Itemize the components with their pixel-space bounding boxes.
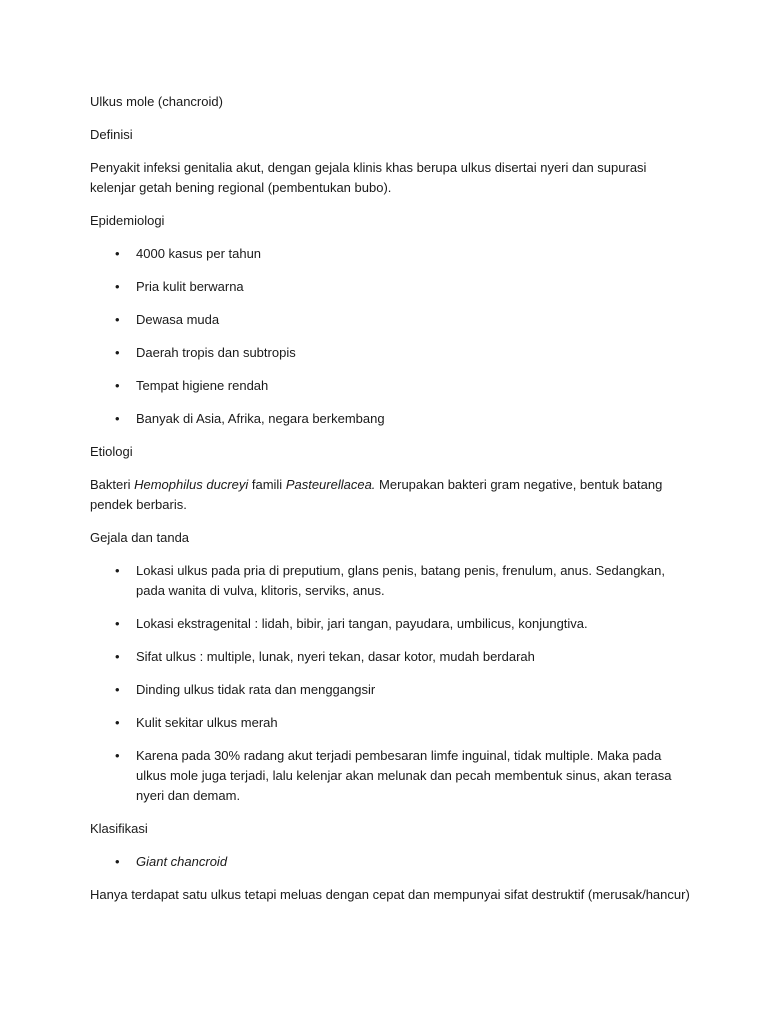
heading-gejala: Gejala dan tanda [90,530,190,545]
list-item: • Daerah tropis dan subtropis [90,343,690,363]
list-item: • Dinding ulkus tidak rata dan menggangsir [90,680,690,700]
document-title: Ulkus mole (chancroid) [90,94,223,109]
bullet-icon: • [115,279,120,294]
paragraph-etiologi: Bakteri Hemophilus ducreyi famili Pasteurellacea. Merupakan bakteri gram negative, bentuk batang pendek berbaris. [90,477,663,512]
bullet-icon: • [115,345,120,360]
list-item: • Tempat higiene rendah [90,376,690,396]
family-name: Pasteurellacea. [285,477,376,492]
list-gejala [90,561,690,806]
bullet-icon: • [115,748,120,763]
bullet-icon: • [115,715,120,730]
paragraph-klasifikasi: Hanya terdapat satu ulkus tetapi meluas dengan cepat dan mempunyai sifat destruktif (merusak/hancur) [90,887,690,902]
list-item: • Giant chancroid [90,852,690,872]
bullet-icon: • [115,854,120,869]
list-item: • Kulit sekitar ulkus merah [90,713,690,733]
bullet-icon: • [115,649,120,664]
heading-etiologi: Etiologi [90,444,133,459]
organism-name: Hemophilus ducreyi [134,477,249,492]
bullet-icon: • [115,312,120,327]
list-item: • Dewasa muda [90,310,690,330]
heading-epidemiologi: Epidemiologi [90,213,165,228]
list-epidemiologi [90,244,690,429]
list-item: • Lokasi ekstragenital : lidah, bibir, jari tangan, payudara, umbilicus, konjungtiva. [90,614,690,634]
list-item: • Pria kulit berwarna [90,277,690,297]
list-item: • Lokasi ulkus pada pria di preputium, glans penis, batang penis, frenulum, anus. Sedangkan, pada wanita di vulva, klitoris, serviks, anus. [115,563,666,598]
list-klasifikasi [90,852,690,872]
list-item: • 4000 kasus per tahun [90,244,690,264]
bullet-icon: • [115,616,120,631]
heading-klasifikasi: Klasifikasi [90,821,148,836]
bullet-icon: • [115,246,120,261]
bullet-icon: • [115,563,120,578]
paragraph-definisi: Penyakit infeksi genitalia akut, dengan gejala klinis khas berupa ulkus disertai nyeri dan supurasi kelenjar getah bening regional (pembentukan bubo). [90,160,647,195]
heading-definisi: Definisi [90,127,133,142]
list-item: • Karena pada 30% radang akut terjadi pembesaran limfe inguinal, tidak multiple. Maka pada ulkus mole juga terjadi, lalu kelenjar akan melunak dan pecah membentuk sinus, akan terasa nyeri dan demam. [115,748,672,803]
list-item: • Sifat ulkus : multiple, lunak, nyeri tekan, dasar kotor, mudah berdarah [90,647,690,667]
bullet-icon: • [115,378,120,393]
document-body [90,92,690,918]
list-item: • Banyak di Asia, Afrika, negara berkembang [90,409,690,429]
bullet-icon: • [115,411,120,426]
bullet-icon: • [115,682,120,697]
